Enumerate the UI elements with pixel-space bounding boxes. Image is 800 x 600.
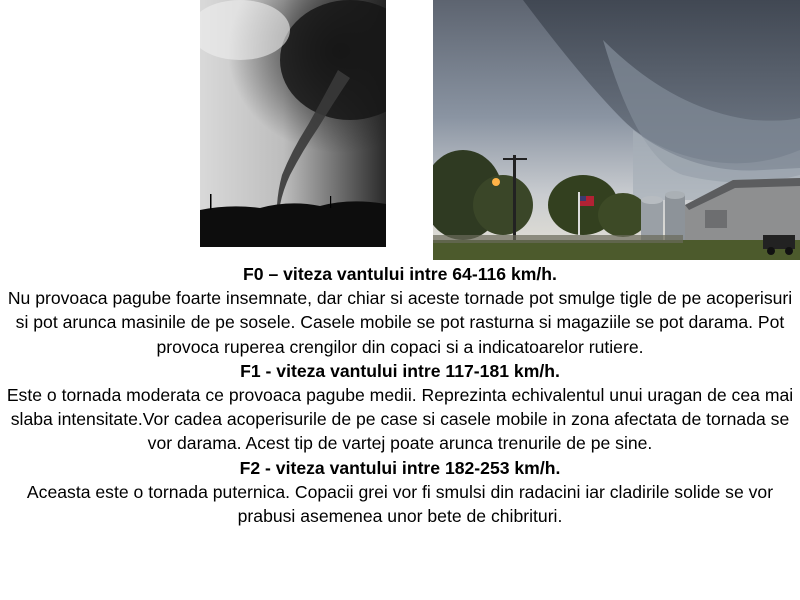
f1-heading: F1 - viteza vantului intre 117-181 km/h. [240, 360, 560, 381]
f1-description: Este o tornada moderata ce provoaca pagube medii. Reprezinta echivalentul unui uragan de cea mai slaba intensitate.Vor cadea acoperisurile de pe case si casele mobile in zona afectata de tornada se vor darama. Acest tip de vartej poate arunca trenurile de pe sine. [6, 385, 794, 454]
supercell-storm-photo [433, 0, 800, 260]
f2-heading: F2 - viteza vantului intre 182-253 km/h. [239, 457, 561, 478]
f0-description: Nu provoaca pagube foarte insemnate, dar chiar si aceste tornade pot smulge tigle de pe acoperisuri si pot arunca masinile de pe sosele. Casele mobile se pot rasturna si magaziile se pot darama. Pot provoca ruperea crengilor din copaci si a indicatoarelor rutiere. [7, 288, 793, 357]
fujita-scale-text [0, 262, 800, 528]
f2-description: Aceasta este o tornada puternica. Copacii grei vor fi smulsi din radacini iar cladirile solide se vor prabusi asemenea unor bete de chibrituri. [26, 481, 774, 527]
tornado-photo [200, 0, 386, 247]
f0-heading: F0 – viteza vantului intre 64-116 km/h. [243, 264, 557, 284]
